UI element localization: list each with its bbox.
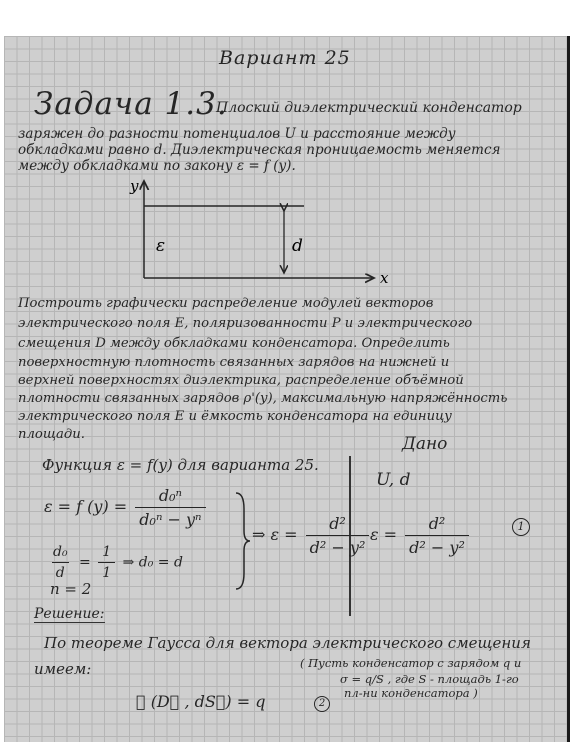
equation-number-1: 1 [512,518,530,536]
assignment-line: Построить графически распределение модулей векторов [18,296,434,311]
result-numerator: d² [329,514,346,533]
given-heading: Дано [402,434,448,454]
assignment-line: поверхностную плотность связанных зарядов на нижней и [18,355,450,370]
given-values: U, d [376,470,411,490]
notebook-page [4,36,570,742]
task-line: заряжен до разности потенциалов U и расстояние между [18,126,456,142]
given-equation [370,514,472,557]
task-intro: Плоский диэлектрический конденсатор [216,100,522,116]
note-line: пл-ни конденсатора ) [344,686,478,700]
task-line: обкладками равно d. Диэлектрическая проницаемость меняется [18,142,501,158]
task-line: между обкладками по закону ε = f (y). [18,158,296,174]
n-value: n = 2 [50,580,92,598]
gauss-line: имеем: [34,660,92,678]
epsilon-label: ε [156,236,166,256]
eq1-denominator: d₀ⁿ − yⁿ [135,507,205,529]
assignment-line: электрического поля E, поляризованности P и электрического [18,316,473,331]
assignment-line: смещения D между обкладками конденсатора. Определить [18,336,450,351]
eq1-numerator: d₀ⁿ [158,486,182,505]
x-axis-label: x [380,269,389,287]
note-line: ( Пусть конденсатор с зарядом q и [300,656,522,670]
result-denominator: d² − y² [306,535,370,557]
ratio-numerator: d₀ [53,544,68,560]
assignment-line: электрического поля E и ёмкость конденсатора на единицу [18,409,452,424]
result-equation [252,514,372,557]
distance-label: d [292,236,303,256]
gauss-line: По теореме Гаусса для вектора электрического смещения [44,634,531,652]
gauss-integral: ∮ (D⃗ , dS⃗) = q [136,692,266,711]
task-heading: Задача 1.3. [34,86,228,122]
variant-title: Вариант 25 [219,47,351,69]
epsilon-definition [44,486,209,529]
y-axis-label: y [130,177,139,195]
ratio-result: ⇒ d₀ = d [122,554,183,571]
solution-heading: Решение: [34,606,105,622]
assignment-line: площади. [18,427,85,442]
brace [232,491,252,591]
given-eq-left: ε = [370,525,398,544]
equation-number-2: 2 [314,696,330,712]
eq1-left: ε = f (y) = [44,497,128,516]
result-left: ⇒ ε = [252,525,298,544]
ratio-equation: $\frac{\text{d₀}}{d}$ = $\frac{1}{1}$ ⇒ d₀ = d [46,544,183,581]
function-heading: Функция ε = f(y) для варианта 25. [42,456,319,474]
given-eq-numerator: d² [428,514,446,533]
note-line: σ = q/S , где S - площадь 1-го [340,672,519,686]
given-eq-denominator: d² − y² [405,535,469,557]
assignment-line: плотности связанных зарядов ρ'(y), максимальную напряжённость [18,391,508,406]
ratio-denominator: d [52,562,69,581]
ratio-numerator-2: 1 [102,544,112,560]
capacitor-diagram [104,173,404,288]
eq1-fraction [135,486,205,529]
assignment-line: верхней поверхностях диэлектрика, распределение объёмной [18,373,464,388]
ratio-denominator-2: 1 [98,562,115,581]
